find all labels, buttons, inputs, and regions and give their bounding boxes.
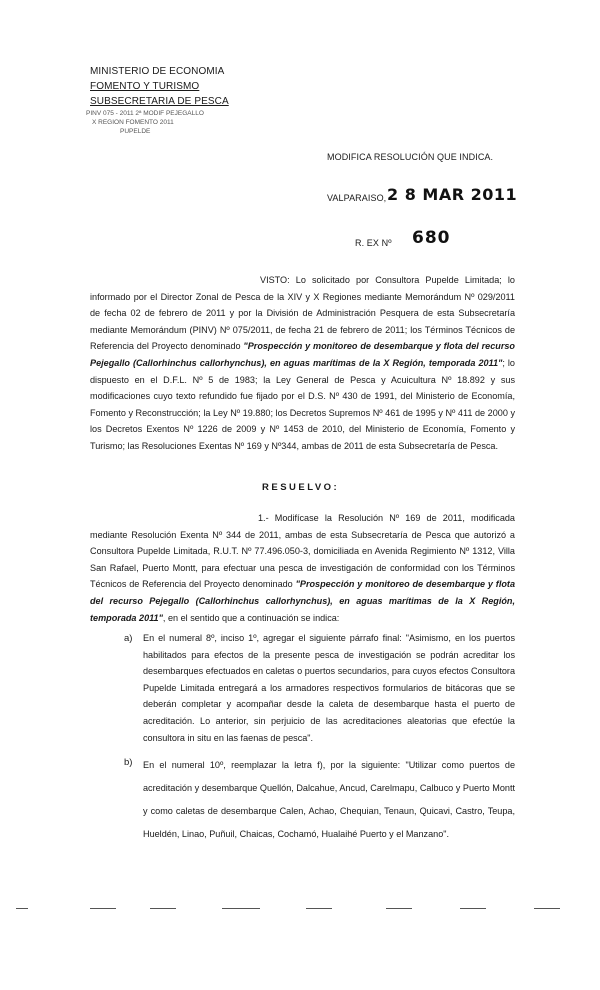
footer-rule	[306, 908, 332, 909]
document-title: MODIFICA RESOLUCIÓN QUE INDICA.	[327, 152, 494, 162]
rex-number: 680	[412, 228, 451, 248]
rex-label: R. EX Nº	[355, 238, 392, 248]
visto-paragraph: VISTO: Lo solicitado por Consultora Pupelde Limitada; lo informado por el Director Zonal de Pesca de la XIV y X Regiones mediante Memorándum Nº 029/2011 de fecha 02 de febrero de 2011 y por la División de Administración Pesquera de esta Subsecretaría mediante Memorándum (PINV) Nº 075/2011, de fecha 21 de febrero de 2011; los Términos Técnicos de Referencia del Proyecto denominado "Prospección y monitoreo de desembarque y flota del recurso Pejegallo (Callorhinchus callorhynchus), en aguas marítimas de la X Región, temporada 2011"; lo dispuesto en el D.F.L. Nº 5 de 1983; la Ley General de Pesca y Acuicultura Nº 18.892 y sus modificaciones cuyo texto refundido fue fijado por el D.S. Nº 430 de 1991, del Ministerio de Economía, Fomento y Reconstrucción; la Ley Nº 19.880; los Decretos Supremos Nº 461 de 1995 y Nº 411 de 2000 y los Decretos Exentos Nº 1226 de 2009 y Nº 1453 de 2010, del Ministerio de Economía, Fomento y Turismo; las Resoluciones Exentas Nº 169 y Nº344, ambas de 2011 de esta Subsecretaría de Pesca.	[90, 275, 515, 451]
project-title: "Prospección y monitoreo de desembarque y flota del recurso Pejegallo (Callorhinchus callorhynchus), en aguas marítimas de la X Región, temporada 2011"	[90, 579, 515, 623]
project-title: "Prospección y monitoreo de desembarque y flota del recurso Pejegallo (Callorhinchus callorhynchus), en aguas marítimas de la X Región, temporada 2011"	[90, 341, 515, 368]
item-b-label: b)	[124, 757, 133, 768]
item-b-text: En el numeral 10º, reemplazar la letra f), por la siguiente: "Utilizar como puertos de acreditación y desembarque Quellón, Dalcahue, Ancud, Carelmapu, Calbuco y Puerto Montt y como caletas de desembarque Calen, Achao, Chequian, Tenaun, Quicavi, Castro, Teupa, Hueldén, Linao, Puñuil, Chaicas, Cochamó, Hualaihé Puerto y el Manzano".	[143, 760, 515, 839]
file-stamp-line1: PINV 075 - 2011 2ª MODIF PEJEGALLO	[86, 110, 204, 117]
file-stamp-line3: PUPELDE	[120, 128, 151, 135]
article-1-paragraph: 1.- Modifícase la Resolución Nº 169 de 2011, modificada mediante Resolución Exenta Nº 344 de 2011, ambas de esta Subsecretaría de Pesca que autorizó a Consultora Pupelde Limitada, R.U.T. Nº 77.496.050-3, domiciliada en Avenida Regimiento Nº 1312, Villa San Rafael, Puerto Montt, para efectuar una pesca de investigación de conformidad con los Términos Técnicos de Referencia del Proyecto denominado "Prospección y monitoreo de desembarque y flota del recurso Pejegallo (Callorhinchus callorhynchus), en aguas marítimas de la X Región, temporada 2011", en el sentido que a continuación se indica:	[90, 513, 515, 623]
ministry-subtitle: FOMENTO Y TURISMO	[90, 81, 200, 92]
footer-rule	[90, 908, 116, 909]
date-handwritten: 2 8 MAR 2011	[387, 185, 518, 204]
visto-label: VISTO:	[260, 275, 290, 285]
item-a-text: En el numeral 8º, inciso 1º, agregar el siguiente párrafo final: "Asimismo, en los puertos habilitados para efectos de la presente pesca de investigación se podrán acreditar los desembarques efectuados en caletas o puertos secundarios, para cuyos efectos Consultora Pupelde Limitada entregará a los armadores respectivos formularios de bitácoras que se deberán completar y acompañar desde la caleta de desembarque hasta el puerto de acreditación. Lo anterior, sin perjuicio de las acreditaciones aleatorias que efectúe la consultora in situ en las faenas de pesca".	[143, 633, 515, 743]
footer-rule	[534, 908, 560, 909]
footer-rule	[222, 908, 260, 909]
footer-rule	[386, 908, 412, 909]
resuelvo-heading: RESUELVO:	[262, 482, 340, 493]
footer-rule	[150, 908, 176, 909]
ministry-name: MINISTERIO DE ECONOMIA	[90, 66, 225, 77]
subsecretaria-name: SUBSECRETARIA DE PESCA	[90, 96, 229, 107]
file-stamp-line2: X REGION FOMENTO 2011	[92, 119, 174, 126]
place-label: VALPARAISO,	[327, 193, 387, 203]
item-a-label: a)	[124, 633, 133, 644]
footer-rule	[16, 908, 28, 909]
footer-rule	[460, 908, 486, 909]
